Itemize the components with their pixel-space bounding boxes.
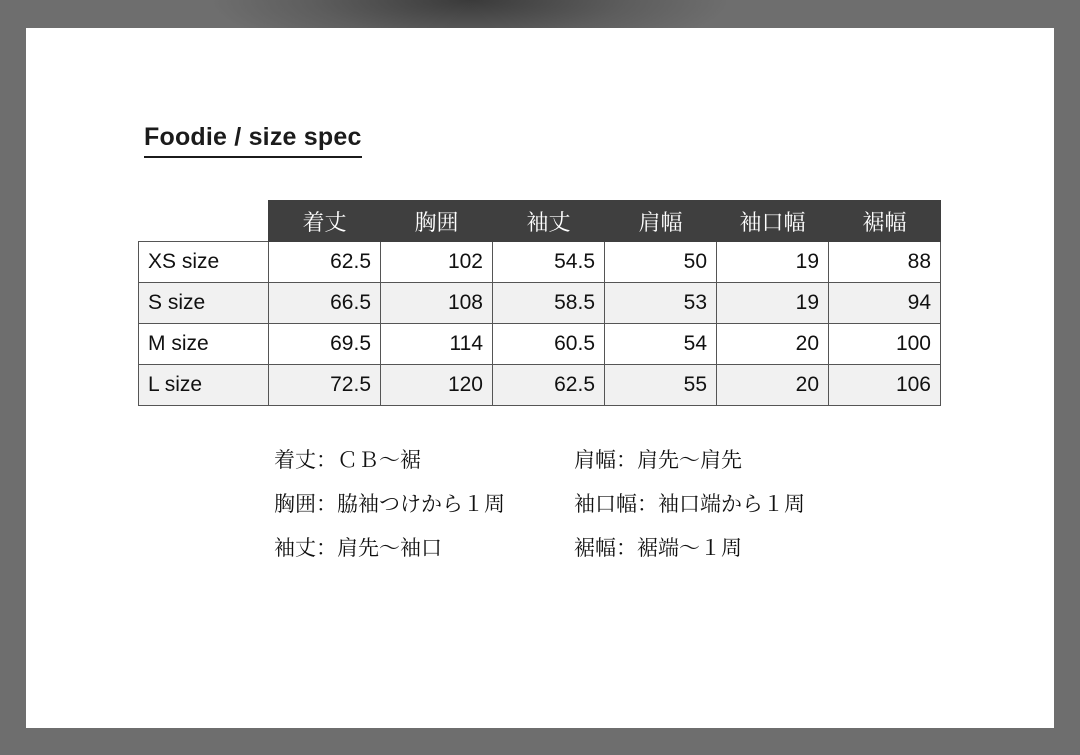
table-body xyxy=(139,242,941,406)
table-header xyxy=(139,201,941,242)
cell-m-2: 114 xyxy=(381,324,493,365)
cell-s-5: 19 xyxy=(717,283,829,324)
cell-s-1: 66.5 xyxy=(269,283,381,324)
table-row xyxy=(139,324,941,365)
table-corner-cell xyxy=(139,201,269,242)
row-header-s: S size xyxy=(139,283,269,324)
row-header-xs: XS size xyxy=(139,242,269,283)
note-right-3: 裾幅：裾端〜１周 xyxy=(574,537,742,560)
cell-xs-2: 102 xyxy=(381,242,493,283)
cell-l-4: 55 xyxy=(605,365,717,406)
note-right-1: 肩幅：肩先〜肩先 xyxy=(574,449,742,472)
cell-m-5: 20 xyxy=(717,324,829,365)
cell-l-3: 62.5 xyxy=(493,365,605,406)
cell-l-6: 106 xyxy=(829,365,941,406)
cell-m-6: 100 xyxy=(829,324,941,365)
column-header-4: 肩幅 xyxy=(605,201,717,242)
note-left-2: 胸囲：脇袖つけから１周 xyxy=(274,493,505,516)
cell-xs-5: 19 xyxy=(717,242,829,283)
table-row xyxy=(139,242,941,283)
cell-xs-3: 54.5 xyxy=(493,242,605,283)
cell-m-1: 69.5 xyxy=(269,324,381,365)
table-row xyxy=(139,365,941,406)
column-header-6: 裾幅 xyxy=(829,201,941,242)
cell-m-3: 60.5 xyxy=(493,324,605,365)
note-right-2: 袖口幅：袖口端から１周 xyxy=(574,493,805,516)
column-header-3: 袖丈 xyxy=(493,201,605,242)
document-page xyxy=(26,28,1054,728)
cell-s-6: 94 xyxy=(829,283,941,324)
column-header-2: 胸囲 xyxy=(381,201,493,242)
note-left-3: 袖丈：肩先〜袖口 xyxy=(274,537,442,560)
column-header-1: 着丈 xyxy=(269,201,381,242)
row-header-l: L size xyxy=(139,365,269,406)
page-title: Foodie / size spec xyxy=(144,124,362,158)
note-left-1: 着丈：ＣＢ〜裾 xyxy=(274,449,421,472)
cell-m-4: 54 xyxy=(605,324,717,365)
cell-s-4: 53 xyxy=(605,283,717,324)
cell-l-5: 20 xyxy=(717,365,829,406)
cell-l-2: 120 xyxy=(381,365,493,406)
cell-s-2: 108 xyxy=(381,283,493,324)
cell-l-1: 72.5 xyxy=(269,365,381,406)
cell-xs-6: 88 xyxy=(829,242,941,283)
cell-xs-1: 62.5 xyxy=(269,242,381,283)
cell-xs-4: 50 xyxy=(605,242,717,283)
row-header-m: M size xyxy=(139,324,269,365)
measurement-notes xyxy=(274,444,974,562)
column-header-5: 袖口幅 xyxy=(717,201,829,242)
table-header-row xyxy=(139,201,941,242)
table-row xyxy=(139,283,941,324)
cell-s-3: 58.5 xyxy=(493,283,605,324)
size-spec-table xyxy=(138,200,941,406)
document-content xyxy=(26,28,1054,728)
